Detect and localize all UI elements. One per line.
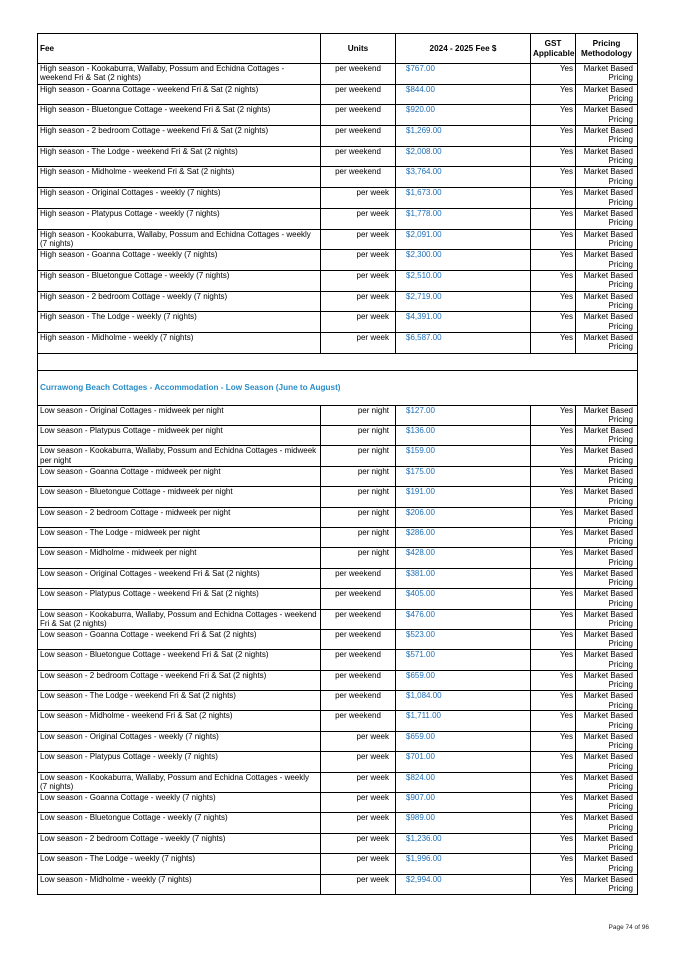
table-row [38, 854, 638, 874]
units-cell: per weekend [321, 568, 396, 588]
table-row [38, 670, 638, 690]
pricing-methodology-cell: Market Based Pricing [576, 64, 638, 85]
fee-cell: Low season - Original Cottages - midweek per night [38, 405, 321, 425]
fee-cell: High season - Midholme - weekly (7 nights) [38, 332, 321, 353]
units-cell: per week [321, 291, 396, 312]
fee-cell: High season - Midholme - weekend Fri & Sat (2 nights) [38, 167, 321, 188]
pricing-methodology-cell: Market Based Pricing [576, 752, 638, 772]
gst-cell: Yes [531, 64, 576, 85]
units-cell: per weekend [321, 126, 396, 147]
units-cell: per week [321, 250, 396, 271]
price-cell: $476.00 [396, 609, 531, 629]
table-row [38, 312, 638, 333]
price-cell: $2,300.00 [396, 250, 531, 271]
pricing-methodology-cell: Market Based Pricing [576, 126, 638, 147]
gst-cell: Yes [531, 332, 576, 353]
units-cell: per weekend [321, 670, 396, 690]
units-cell: per night [321, 466, 396, 486]
fee-cell: Low season - 2 bedroom Cottage - midweek per night [38, 507, 321, 527]
fee-cell: High season - 2 bedroom Cottage - weekend Fri & Sat (2 nights) [38, 126, 321, 147]
fee-cell: Low season - The Lodge - midweek per night [38, 527, 321, 547]
gst-cell: Yes [531, 650, 576, 670]
pricing-methodology-cell: Market Based Pricing [576, 609, 638, 629]
price-cell: $428.00 [396, 548, 531, 568]
low-season-rows [38, 405, 638, 894]
price-cell: $206.00 [396, 507, 531, 527]
fee-cell: Low season - 2 bedroom Cottage - weekend Fri & Sat (2 nights) [38, 670, 321, 690]
column-header-units: Units [321, 34, 396, 64]
gst-cell: Yes [531, 426, 576, 446]
price-cell: $6,587.00 [396, 332, 531, 353]
table-row [38, 167, 638, 188]
price-cell: $844.00 [396, 84, 531, 105]
table-row [38, 466, 638, 486]
table-row [38, 772, 638, 792]
gst-cell: Yes [531, 527, 576, 547]
pricing-methodology-cell: Market Based Pricing [576, 426, 638, 446]
fee-cell: High season - The Lodge - weekly (7 nights) [38, 312, 321, 333]
gst-cell: Yes [531, 291, 576, 312]
gst-cell: Yes [531, 250, 576, 271]
price-cell: $2,008.00 [396, 146, 531, 167]
units-cell: per weekend [321, 691, 396, 711]
units-cell: per weekend [321, 650, 396, 670]
gst-cell: Yes [531, 126, 576, 147]
fee-cell: Low season - Original Cottages - weekend Fri & Sat (2 nights) [38, 568, 321, 588]
table-row [38, 487, 638, 507]
fee-cell: Low season - Goanna Cottage - midweek per night [38, 466, 321, 486]
gst-cell: Yes [531, 874, 576, 894]
price-cell: $381.00 [396, 568, 531, 588]
price-cell: $2,994.00 [396, 874, 531, 894]
gst-cell: Yes [531, 670, 576, 690]
pricing-methodology-cell: Market Based Pricing [576, 188, 638, 209]
pricing-methodology-cell: Market Based Pricing [576, 833, 638, 853]
units-cell: per week [321, 813, 396, 833]
table-row [38, 250, 638, 271]
table-row [38, 188, 638, 209]
price-cell: $127.00 [396, 405, 531, 425]
spacer-row [38, 353, 638, 370]
pricing-methodology-cell: Market Based Pricing [576, 548, 638, 568]
pricing-methodology-cell: Market Based Pricing [576, 507, 638, 527]
price-cell: $571.00 [396, 650, 531, 670]
gst-cell: Yes [531, 813, 576, 833]
price-cell: $907.00 [396, 793, 531, 813]
fee-cell: Low season - Midholme - weekend Fri & Sat (2 nights) [38, 711, 321, 731]
fee-cell: High season - Bluetongue Cottage - weekend Fri & Sat (2 nights) [38, 105, 321, 126]
table-row [38, 291, 638, 312]
pricing-methodology-cell: Market Based Pricing [576, 874, 638, 894]
gst-cell: Yes [531, 84, 576, 105]
fee-cell: High season - Goanna Cottage - weekend Fri & Sat (2 nights) [38, 84, 321, 105]
section-title: Currawong Beach Cottages - Accommodation - Low Season (June to August) [40, 382, 341, 392]
section-break [38, 353, 638, 405]
gst-cell: Yes [531, 589, 576, 609]
price-cell: $1,673.00 [396, 188, 531, 209]
units-cell: per week [321, 332, 396, 353]
units-cell: per weekend [321, 64, 396, 85]
fee-cell: Low season - The Lodge - weekly (7 nights) [38, 854, 321, 874]
units-cell: per week [321, 772, 396, 792]
table-row [38, 711, 638, 731]
units-cell: per weekend [321, 146, 396, 167]
gst-cell: Yes [531, 487, 576, 507]
table-row [38, 589, 638, 609]
table-row [38, 874, 638, 894]
gst-cell: Yes [531, 405, 576, 425]
pricing-methodology-cell: Market Based Pricing [576, 84, 638, 105]
units-cell: per week [321, 874, 396, 894]
fee-cell: High season - Goanna Cottage - weekly (7 nights) [38, 250, 321, 271]
pricing-methodology-cell: Market Based Pricing [576, 167, 638, 188]
gst-cell: Yes [531, 208, 576, 229]
units-cell: per week [321, 312, 396, 333]
fee-cell: High season - Platypus Cottage - weekly (7 nights) [38, 208, 321, 229]
pricing-methodology-cell: Market Based Pricing [576, 670, 638, 690]
table-row [38, 426, 638, 446]
price-cell: $824.00 [396, 772, 531, 792]
fee-cell: Low season - Bluetongue Cottage - midweek per night [38, 487, 321, 507]
gst-cell: Yes [531, 833, 576, 853]
gst-cell: Yes [531, 731, 576, 751]
units-cell: per week [321, 854, 396, 874]
pricing-methodology-cell: Market Based Pricing [576, 250, 638, 271]
units-cell: per night [321, 527, 396, 547]
units-cell: per weekend [321, 167, 396, 188]
table-row [38, 609, 638, 629]
units-cell: per night [321, 548, 396, 568]
units-cell: per weekend [321, 609, 396, 629]
table-row [38, 332, 638, 353]
column-header-price: 2024 - 2025 Fee $ [396, 34, 531, 64]
units-cell: per week [321, 188, 396, 209]
table-row [38, 731, 638, 751]
price-cell: $920.00 [396, 105, 531, 126]
table-row [38, 446, 638, 466]
table-row [38, 650, 638, 670]
gst-cell: Yes [531, 312, 576, 333]
units-cell: per weekend [321, 105, 396, 126]
pricing-methodology-cell: Market Based Pricing [576, 813, 638, 833]
gst-cell: Yes [531, 188, 576, 209]
table-row [38, 752, 638, 772]
table-row [38, 270, 638, 291]
pricing-methodology-cell: Market Based Pricing [576, 146, 638, 167]
pricing-methodology-cell: Market Based Pricing [576, 105, 638, 126]
gst-cell: Yes [531, 446, 576, 466]
price-cell: $2,091.00 [396, 229, 531, 250]
pricing-methodology-cell: Market Based Pricing [576, 270, 638, 291]
fee-cell: Low season - Midholme - midweek per night [38, 548, 321, 568]
fee-cell: Low season - Kookaburra, Wallaby, Possum and Echidna Cottages - weekend Fri & Sat (2 nights) [38, 609, 321, 629]
gst-cell: Yes [531, 466, 576, 486]
table-row [38, 64, 638, 85]
gst-cell: Yes [531, 772, 576, 792]
pricing-methodology-cell: Market Based Pricing [576, 650, 638, 670]
price-cell: $175.00 [396, 466, 531, 486]
pricing-methodology-cell: Market Based Pricing [576, 312, 638, 333]
table-row [38, 793, 638, 813]
units-cell: per night [321, 405, 396, 425]
pricing-methodology-cell: Market Based Pricing [576, 405, 638, 425]
pricing-methodology-cell: Market Based Pricing [576, 291, 638, 312]
gst-cell: Yes [531, 752, 576, 772]
pricing-methodology-cell: Market Based Pricing [576, 466, 638, 486]
fee-cell: High season - Kookaburra, Wallaby, Possum and Echidna Cottages - weekend Fri & Sat (2 nights) [38, 64, 321, 85]
pricing-methodology-cell: Market Based Pricing [576, 332, 638, 353]
high-season-rows [38, 64, 638, 354]
table-row [38, 629, 638, 649]
gst-cell: Yes [531, 146, 576, 167]
price-cell: $136.00 [396, 426, 531, 446]
units-cell: per week [321, 208, 396, 229]
fee-cell: Low season - 2 bedroom Cottage - weekly (7 nights) [38, 833, 321, 853]
pricing-methodology-cell: Market Based Pricing [576, 229, 638, 250]
table-header-row [38, 34, 638, 64]
table-row [38, 568, 638, 588]
price-cell: $2,510.00 [396, 270, 531, 291]
price-cell: $4,391.00 [396, 312, 531, 333]
pricing-methodology-cell: Market Based Pricing [576, 691, 638, 711]
price-cell: $1,236.00 [396, 833, 531, 853]
fee-cell: Low season - Kookaburra, Wallaby, Possum and Echidna Cottages - midweek per night [38, 446, 321, 466]
gst-cell: Yes [531, 711, 576, 731]
price-cell: $159.00 [396, 446, 531, 466]
pricing-methodology-cell: Market Based Pricing [576, 446, 638, 466]
gst-cell: Yes [531, 270, 576, 291]
fee-cell: Low season - Bluetongue Cottage - weekend Fri & Sat (2 nights) [38, 650, 321, 670]
units-cell: per weekend [321, 629, 396, 649]
units-cell: per week [321, 731, 396, 751]
gst-cell: Yes [531, 854, 576, 874]
price-cell: $523.00 [396, 629, 531, 649]
pricing-methodology-cell: Market Based Pricing [576, 629, 638, 649]
gst-cell: Yes [531, 793, 576, 813]
fee-cell: Low season - Platypus Cottage - weekend Fri & Sat (2 nights) [38, 589, 321, 609]
fee-cell: Low season - Original Cottages - weekly (7 nights) [38, 731, 321, 751]
fee-cell: High season - The Lodge - weekend Fri & Sat (2 nights) [38, 146, 321, 167]
price-cell: $1,711.00 [396, 711, 531, 731]
fee-cell: Low season - Platypus Cottage - weekly (7 nights) [38, 752, 321, 772]
pricing-methodology-cell: Market Based Pricing [576, 208, 638, 229]
table-row [38, 833, 638, 853]
table-row [38, 548, 638, 568]
table-row [38, 208, 638, 229]
table-row [38, 691, 638, 711]
price-cell: $1,084.00 [396, 691, 531, 711]
column-header-gst: GST Applicable [531, 34, 576, 64]
pricing-methodology-cell: Market Based Pricing [576, 589, 638, 609]
price-cell: $1,269.00 [396, 126, 531, 147]
units-cell: per night [321, 446, 396, 466]
column-header-fee: Fee [38, 34, 321, 64]
fee-cell: High season - Original Cottages - weekly (7 nights) [38, 188, 321, 209]
price-cell: $191.00 [396, 487, 531, 507]
fee-cell: Low season - Goanna Cottage - weekend Fri & Sat (2 nights) [38, 629, 321, 649]
table-row [38, 229, 638, 250]
table-row [38, 126, 638, 147]
fee-cell: High season - Kookaburra, Wallaby, Possum and Echidna Cottages - weekly (7 nights) [38, 229, 321, 250]
pricing-methodology-cell: Market Based Pricing [576, 711, 638, 731]
pricing-methodology-cell: Market Based Pricing [576, 854, 638, 874]
fee-cell: Low season - Goanna Cottage - weekly (7 nights) [38, 793, 321, 813]
gst-cell: Yes [531, 691, 576, 711]
page-number: Page 74 of 96 [608, 924, 649, 931]
gst-cell: Yes [531, 507, 576, 527]
gst-cell: Yes [531, 629, 576, 649]
fee-cell: Low season - The Lodge - weekend Fri & Sat (2 nights) [38, 691, 321, 711]
table-row [38, 105, 638, 126]
gst-cell: Yes [531, 548, 576, 568]
units-cell: per week [321, 793, 396, 813]
pricing-methodology-cell: Market Based Pricing [576, 731, 638, 751]
price-cell: $659.00 [396, 670, 531, 690]
price-cell: $3,764.00 [396, 167, 531, 188]
units-cell: per weekend [321, 84, 396, 105]
units-cell: per week [321, 270, 396, 291]
units-cell: per night [321, 507, 396, 527]
gst-cell: Yes [531, 609, 576, 629]
table-row [38, 84, 638, 105]
pricing-methodology-cell: Market Based Pricing [576, 568, 638, 588]
fee-cell: High season - 2 bedroom Cottage - weekly (7 nights) [38, 291, 321, 312]
price-cell: $2,719.00 [396, 291, 531, 312]
column-header-pricing-methodology: Pricing Methodology [576, 34, 638, 64]
price-cell: $659.00 [396, 731, 531, 751]
price-cell: $767.00 [396, 64, 531, 85]
units-cell: per night [321, 426, 396, 446]
pricing-methodology-cell: Market Based Pricing [576, 793, 638, 813]
gst-cell: Yes [531, 105, 576, 126]
gst-cell: Yes [531, 229, 576, 250]
table-row [38, 405, 638, 425]
units-cell: per week [321, 229, 396, 250]
price-cell: $286.00 [396, 527, 531, 547]
price-cell: $405.00 [396, 589, 531, 609]
price-cell: $989.00 [396, 813, 531, 833]
price-cell: $1,778.00 [396, 208, 531, 229]
units-cell: per week [321, 833, 396, 853]
gst-cell: Yes [531, 568, 576, 588]
pricing-methodology-cell: Market Based Pricing [576, 527, 638, 547]
table-row [38, 507, 638, 527]
pricing-methodology-cell: Market Based Pricing [576, 487, 638, 507]
fee-cell: High season - Bluetongue Cottage - weekly (7 nights) [38, 270, 321, 291]
gst-cell: Yes [531, 167, 576, 188]
units-cell: per weekend [321, 589, 396, 609]
table-row [38, 813, 638, 833]
pricing-methodology-cell: Market Based Pricing [576, 772, 638, 792]
units-cell: per night [321, 487, 396, 507]
units-cell: per week [321, 752, 396, 772]
price-cell: $1,996.00 [396, 854, 531, 874]
price-cell: $701.00 [396, 752, 531, 772]
fee-cell: Low season - Platypus Cottage - midweek per night [38, 426, 321, 446]
table-row [38, 146, 638, 167]
fee-cell: Low season - Kookaburra, Wallaby, Possum and Echidna Cottages - weekly (7 nights) [38, 772, 321, 792]
table-row [38, 527, 638, 547]
units-cell: per weekend [321, 711, 396, 731]
fee-cell: Low season - Bluetongue Cottage - weekly (7 nights) [38, 813, 321, 833]
section-header-row [38, 370, 638, 405]
fees-table [37, 33, 638, 895]
fee-cell: Low season - Midholme - weekly (7 nights) [38, 874, 321, 894]
